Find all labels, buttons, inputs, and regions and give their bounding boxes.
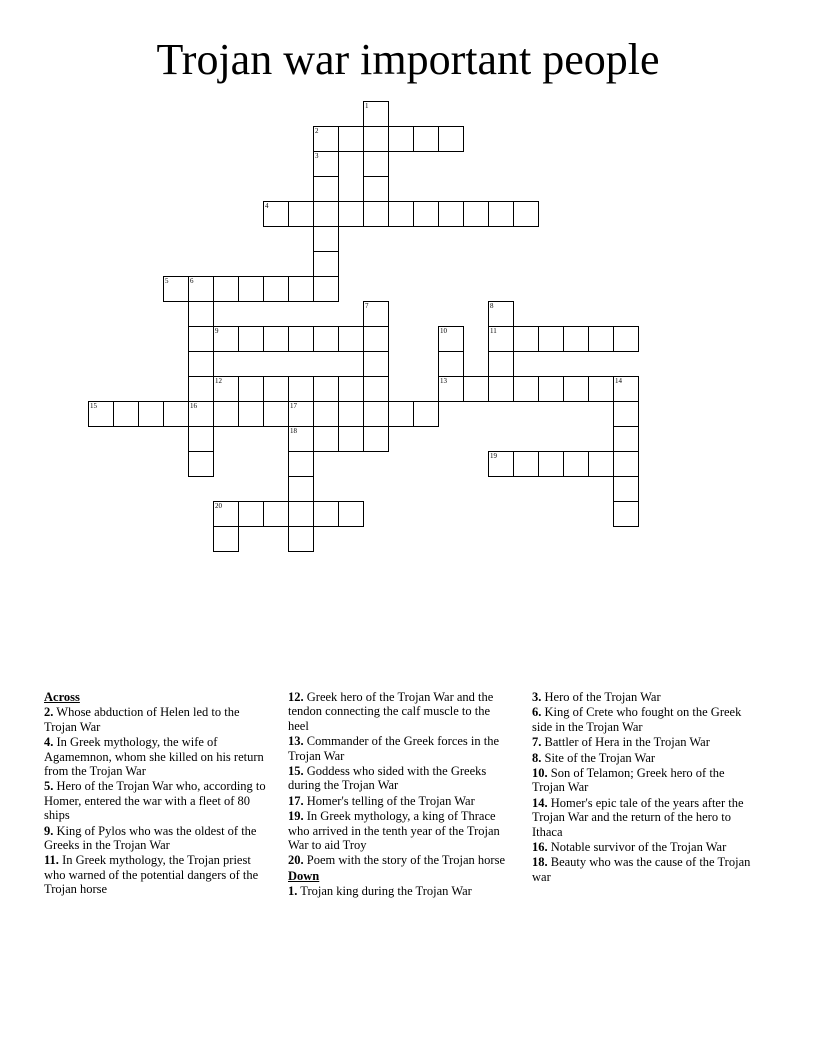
grid-cell[interactable]: [313, 401, 339, 427]
grid-cell[interactable]: [413, 126, 439, 152]
grid-cell[interactable]: [238, 501, 264, 527]
grid-cell[interactable]: [338, 401, 364, 427]
grid-cell[interactable]: [313, 151, 339, 177]
grid-cell[interactable]: [313, 326, 339, 352]
clue-list-across-part1: [44, 705, 268, 896]
clue-text: Homer's telling of the Trojan War: [303, 793, 475, 808]
grid-cell[interactable]: [563, 376, 589, 402]
clue-text: In Greek mythology, the Trojan priest who warned of the potential dangers of the Trojan horse: [44, 853, 259, 897]
grid-cell[interactable]: [188, 426, 214, 452]
clue-item: [288, 809, 512, 852]
grid-cell[interactable]: [213, 326, 239, 352]
grid-cell[interactable]: [388, 201, 414, 227]
cell-number: 3: [315, 152, 319, 160]
clue-text: Notable survivor of the Trojan War: [547, 840, 727, 855]
grid-cell[interactable]: [313, 251, 339, 277]
grid-cell[interactable]: [213, 401, 239, 427]
clue-number: 4.: [44, 735, 54, 750]
grid-cell[interactable]: [363, 126, 389, 152]
grid-cell[interactable]: [238, 401, 264, 427]
clue-text: Whose abduction of Helen led to the Trojan War: [44, 705, 240, 734]
grid-cell[interactable]: [363, 326, 389, 352]
grid-cell[interactable]: [238, 276, 264, 302]
cell-number: 17: [290, 402, 297, 410]
clue-item: [532, 840, 756, 854]
grid-cell[interactable]: [213, 376, 239, 402]
clue-item: [532, 796, 756, 839]
grid-cell[interactable]: [288, 501, 314, 527]
grid-cell[interactable]: [463, 376, 489, 402]
grid-cell[interactable]: [188, 301, 214, 327]
cell-number: 6: [190, 277, 194, 285]
grid-cell[interactable]: [288, 201, 314, 227]
clue-item: [532, 690, 756, 704]
grid-cell[interactable]: [463, 201, 489, 227]
grid-cell[interactable]: [188, 276, 214, 302]
clue-item: [44, 735, 268, 778]
grid-cell[interactable]: [363, 176, 389, 202]
across-heading: Across: [44, 690, 80, 704]
grid-cell[interactable]: [513, 326, 539, 352]
grid-cell[interactable]: [488, 451, 514, 477]
grid-cell[interactable]: [138, 401, 164, 427]
cell-number: 4: [265, 202, 269, 210]
clues-column-3: [532, 690, 756, 885]
cell-number: 16: [190, 402, 197, 410]
cell-number: 9: [215, 327, 219, 335]
grid-cell[interactable]: [363, 401, 389, 427]
grid-cell[interactable]: [313, 201, 339, 227]
clue-item: [288, 734, 512, 763]
clue-number: 1.: [288, 884, 298, 899]
clue-number: 17.: [288, 793, 304, 808]
clue-number: 19.: [288, 809, 304, 824]
clue-text: Son of Telamon; Greek hero of the Trojan War: [532, 766, 725, 795]
clue-number: 14.: [532, 795, 548, 810]
grid-cell[interactable]: [613, 326, 639, 352]
cell-number: 12: [215, 377, 222, 385]
clue-text: In Greek mythology, a king of Thrace who arrived in the tenth year of the Trojan War to aid Troy: [288, 809, 500, 853]
clue-number: 7.: [532, 735, 542, 750]
cell-number: 5: [165, 277, 169, 285]
cell-number: 18: [290, 427, 297, 435]
cell-number: 13: [440, 377, 447, 385]
grid-cell[interactable]: [588, 451, 614, 477]
grid-cell[interactable]: [263, 501, 289, 527]
grid-cell[interactable]: [88, 401, 114, 427]
clue-number: 8.: [532, 750, 542, 765]
clue-item: [44, 705, 268, 734]
grid-cell[interactable]: [438, 376, 464, 402]
clue-text: King of Crete who fought on the Greek side in the Trojan War: [532, 705, 742, 734]
clue-item: [532, 855, 756, 884]
cell-number: 2: [315, 127, 319, 135]
clue-item: [288, 764, 512, 793]
grid-cell[interactable]: [613, 451, 639, 477]
clue-number: 6.: [532, 705, 542, 720]
grid-cell[interactable]: [488, 301, 514, 327]
grid-cell[interactable]: [388, 401, 414, 427]
grid-cell[interactable]: [263, 401, 289, 427]
clue-text: Hero of the Trojan War who, according to Homer, entered the war with a fleet of 80 ships: [44, 779, 266, 823]
grid-cell[interactable]: [313, 226, 339, 252]
grid-cell[interactable]: [363, 151, 389, 177]
clue-item: [44, 853, 268, 896]
grid-cell[interactable]: [288, 326, 314, 352]
cell-number: 19: [490, 452, 497, 460]
clue-number: 20.: [288, 853, 304, 868]
grid-cell[interactable]: [613, 401, 639, 427]
clues-section: [44, 690, 774, 1000]
grid-cell[interactable]: [338, 376, 364, 402]
cell-number: 11: [490, 327, 497, 335]
grid-cell[interactable]: [338, 501, 364, 527]
clue-item: [44, 824, 268, 853]
clue-text: Trojan king during the Trojan War: [297, 884, 472, 899]
clue-item: [288, 853, 512, 867]
grid-cell[interactable]: [288, 376, 314, 402]
clue-text: Hero of the Trojan War: [541, 690, 661, 704]
grid-cell[interactable]: [313, 126, 339, 152]
grid-cell[interactable]: [363, 301, 389, 327]
clue-item: [288, 690, 512, 733]
clue-list-across-part2: [288, 690, 512, 868]
grid-cell[interactable]: [588, 376, 614, 402]
down-heading: Down: [288, 868, 320, 883]
grid-cell[interactable]: [588, 326, 614, 352]
grid-cell[interactable]: [513, 451, 539, 477]
grid-cell[interactable]: [188, 351, 214, 377]
clue-item: [532, 751, 756, 765]
grid-cell[interactable]: [188, 376, 214, 402]
grid-cell[interactable]: [188, 326, 214, 352]
clue-number: 10.: [532, 766, 548, 781]
grid-cell[interactable]: [388, 126, 414, 152]
crossword-grid[interactable]: [88, 101, 728, 581]
grid-cell[interactable]: [288, 276, 314, 302]
grid-cell[interactable]: [438, 326, 464, 352]
clue-text: In Greek mythology, the wife of Agamemnon, whom she killed on his return from the Trojan War: [44, 735, 264, 779]
cell-number: 20: [215, 502, 222, 510]
clue-item: [532, 735, 756, 749]
grid-cell[interactable]: [163, 276, 189, 302]
clue-text: Battler of Hera in the Trojan War: [541, 735, 710, 750]
cell-number: 7: [365, 302, 369, 310]
grid-cell[interactable]: [438, 126, 464, 152]
clue-text: Poem with the story of the Trojan horse: [303, 853, 506, 868]
grid-cell[interactable]: [188, 401, 214, 427]
grid-cell[interactable]: [113, 401, 139, 427]
clue-list-down-part1: [288, 884, 512, 898]
grid-cell[interactable]: [313, 176, 339, 202]
grid-cell[interactable]: [338, 126, 364, 152]
grid-cell[interactable]: [313, 426, 339, 452]
grid-cell[interactable]: [438, 201, 464, 227]
clue-list-down-part2: [532, 690, 756, 884]
grid-cell[interactable]: [513, 376, 539, 402]
grid-cell[interactable]: [313, 276, 339, 302]
grid-cell[interactable]: [263, 326, 289, 352]
grid-cell[interactable]: [363, 376, 389, 402]
grid-cell[interactable]: [563, 326, 589, 352]
grid-cell[interactable]: [613, 476, 639, 502]
clue-item: [532, 766, 756, 795]
grid-cell[interactable]: [263, 276, 289, 302]
clue-item: [288, 794, 512, 808]
clue-number: 11.: [44, 853, 59, 868]
grid-cell[interactable]: [338, 326, 364, 352]
grid-cell[interactable]: [363, 351, 389, 377]
clue-text: Commander of the Greek forces in the Trojan War: [288, 734, 500, 763]
grid-cell[interactable]: [363, 426, 389, 452]
grid-cell[interactable]: [213, 526, 239, 552]
clue-item: [44, 779, 268, 822]
grid-cell[interactable]: [188, 451, 214, 477]
grid-cell[interactable]: [538, 451, 564, 477]
clues-column-2: [288, 690, 512, 900]
grid-cell[interactable]: [288, 401, 314, 427]
clue-item: [532, 705, 756, 734]
clue-number: 16.: [532, 840, 548, 855]
grid-cell[interactable]: [538, 376, 564, 402]
clue-item: [288, 884, 512, 898]
grid-cell[interactable]: [563, 451, 589, 477]
grid-cell[interactable]: [613, 501, 639, 527]
grid-cell[interactable]: [488, 376, 514, 402]
grid-cell[interactable]: [488, 351, 514, 377]
grid-cell[interactable]: [513, 201, 539, 227]
clue-number: 2.: [44, 705, 54, 720]
clue-text: King of Pylos who was the oldest of the Greeks in the Trojan War: [44, 823, 257, 853]
grid-cell[interactable]: [338, 426, 364, 452]
grid-cell[interactable]: [363, 101, 389, 127]
grid-cell[interactable]: [263, 376, 289, 402]
clue-number: 3.: [532, 690, 542, 704]
grid-cell[interactable]: [213, 276, 239, 302]
grid-cell[interactable]: [238, 376, 264, 402]
clues-column-1: [44, 690, 268, 898]
cell-number: 8: [490, 302, 494, 310]
clue-number: 5.: [44, 779, 54, 794]
grid-cell[interactable]: [613, 426, 639, 452]
clue-number: 9.: [44, 823, 54, 838]
grid-cell[interactable]: [338, 201, 364, 227]
clue-number: 12.: [288, 690, 304, 704]
grid-cell[interactable]: [263, 201, 289, 227]
page-title: Trojan war important people: [156, 35, 660, 84]
grid-cell[interactable]: [213, 501, 239, 527]
cell-number: 1: [365, 102, 369, 110]
grid-cell[interactable]: [413, 201, 439, 227]
grid-cell[interactable]: [288, 451, 314, 477]
grid-cell[interactable]: [538, 326, 564, 352]
grid-cell[interactable]: [163, 401, 189, 427]
grid-cell[interactable]: [413, 401, 439, 427]
clue-text: Greek hero of the Trojan War and the tendon connecting the calf muscle to the heel: [288, 690, 494, 733]
clue-text: Homer's epic tale of the years after the Trojan War and the return of the hero to Ithaca: [532, 795, 744, 839]
clue-text: Beauty who was the cause of the Trojan war: [532, 855, 751, 884]
grid-cell[interactable]: [613, 376, 639, 402]
cell-number: 15: [90, 402, 97, 410]
grid-cell[interactable]: [438, 351, 464, 377]
clue-number: 18.: [532, 855, 548, 870]
clue-text: Site of the Trojan War: [541, 750, 656, 765]
cell-number: 10: [440, 327, 447, 335]
grid-cell[interactable]: [488, 326, 514, 352]
grid-cell[interactable]: [313, 501, 339, 527]
grid-cell[interactable]: [363, 201, 389, 227]
grid-cell[interactable]: [488, 201, 514, 227]
grid-cell[interactable]: [313, 376, 339, 402]
grid-cell[interactable]: [288, 476, 314, 502]
clue-number: 15.: [288, 764, 304, 779]
clue-number: 13.: [288, 734, 304, 749]
clue-text: Goddess who sided with the Greeks during the Trojan War: [288, 764, 487, 793]
grid-cell[interactable]: [288, 426, 314, 452]
grid-cell[interactable]: [288, 526, 314, 552]
grid-cell[interactable]: [238, 326, 264, 352]
cell-number: 14: [615, 377, 622, 385]
